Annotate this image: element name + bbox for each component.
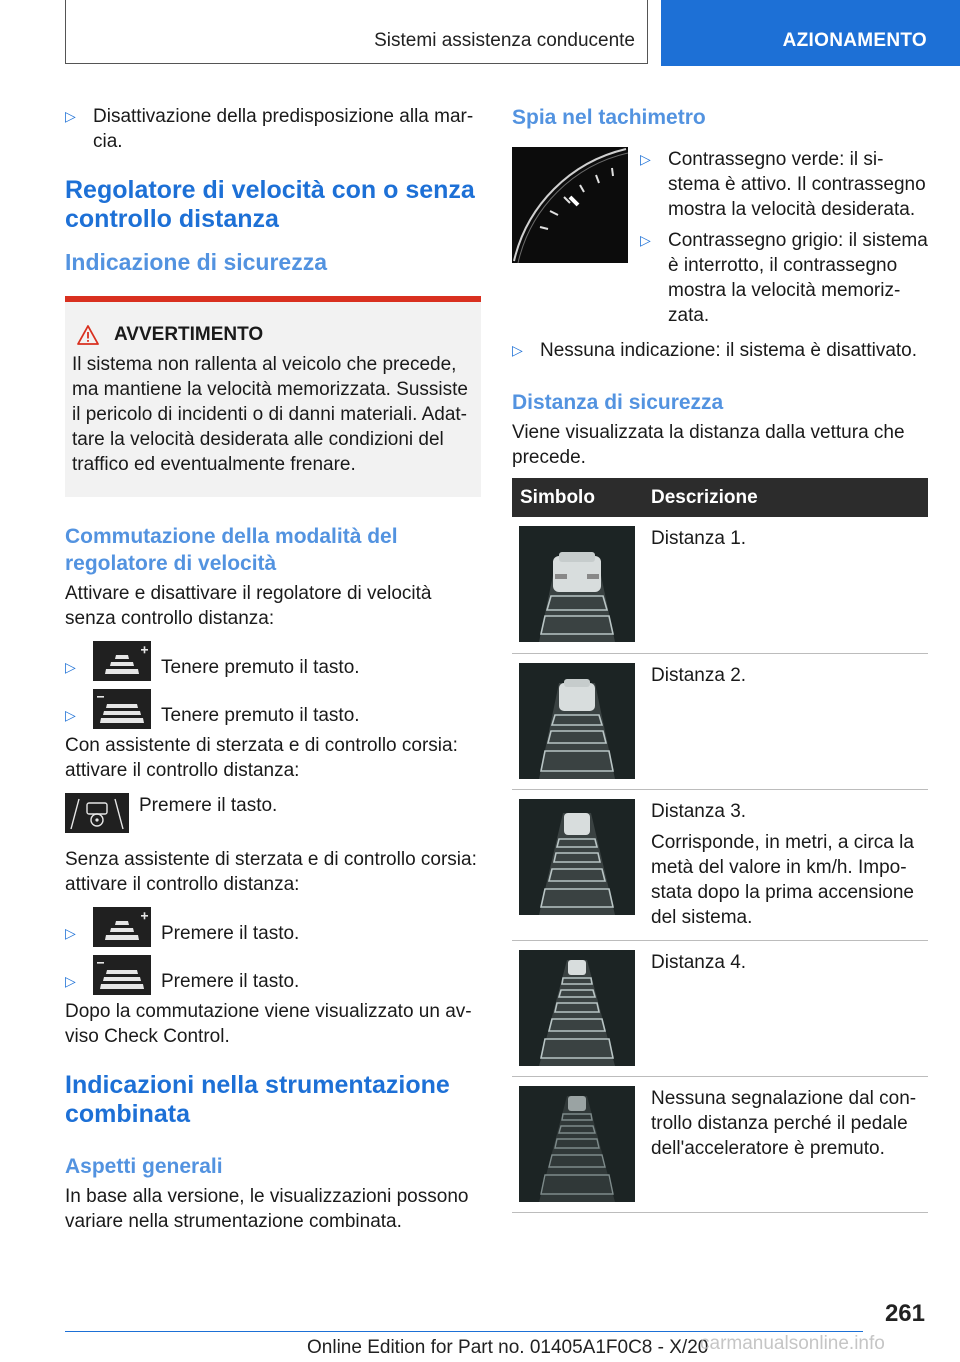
section-title: Sistemi assistenza conducente <box>374 30 635 51</box>
list-item <box>65 689 481 729</box>
distance-4-description <box>643 940 928 1076</box>
speed-plus-button-icon <box>93 641 151 681</box>
speed-plus-button-icon <box>93 907 151 947</box>
right-column <box>512 100 928 1213</box>
triangle-bullet-icon: ▷ <box>65 108 76 124</box>
speedometer-block <box>512 147 928 328</box>
page-number: 261 <box>884 1300 925 1327</box>
triangle-bullet-icon: ▷ <box>640 232 651 248</box>
distance-3-description <box>643 789 928 940</box>
triangle-bullet-icon: ▷ <box>65 659 76 675</box>
speedometer-bullets <box>640 147 928 328</box>
row-text: Nessuna segnalazione dal con-trollo distanza perché il pedale dell'acceleratore è premuto. <box>651 1087 917 1159</box>
distance-1-symbol-icon <box>512 517 643 653</box>
section-header-box <box>65 0 648 64</box>
footer-divider <box>65 1331 863 1332</box>
list-item-text: Premere il tasto. <box>161 971 300 992</box>
warning-triangle-icon <box>77 325 99 345</box>
heading-safety: Indicazione di sicurezza <box>65 249 328 275</box>
heading-distance: Distanza di sicurezza <box>512 391 724 414</box>
speed-minus-button-icon <box>93 955 151 995</box>
list-item <box>65 955 481 995</box>
speed-minus-button-icon <box>93 689 151 729</box>
lane-assist-button-icon <box>65 793 129 833</box>
no-signal-description <box>643 1076 928 1212</box>
triangle-bullet-icon: ▷ <box>65 973 76 989</box>
list-item-text: Contrassegno verde: il si-stema è attivo. Il contrassegno mostra la velocità desiderata. <box>668 149 926 220</box>
chapter-title: AZIONAMENTO <box>782 30 927 51</box>
chapter-tab <box>661 0 960 66</box>
without-assist-text: Senza assistente di sterzata e di controllo corsia: attivare il controllo distanza: <box>65 849 477 895</box>
list-item <box>65 793 481 833</box>
table-row <box>512 653 928 789</box>
triangle-bullet-icon: ▷ <box>640 151 651 167</box>
heading-cluster: Indicazioni nella strumentazione combinata <box>65 1071 450 1128</box>
list-item-text: Premere il tasto. <box>139 795 278 816</box>
list-item-text: Disattivazione della predisposizione alla mar-cia. <box>93 106 474 152</box>
row-subtext: Corrisponde, in metri, a circa la metà del valore in km/h. Impo-stata dopo la prima accensione del sistema. <box>651 831 914 928</box>
table-row <box>512 940 928 1076</box>
heading-switch-mode: Commutazione della modalità del regolatore di velocità <box>65 525 398 575</box>
heading-general: Aspetti generali <box>65 1155 223 1178</box>
distance-3-symbol-icon <box>512 789 643 940</box>
switch-text: Attivare e disattivare il regolatore di velocità senza controllo distanza: <box>65 583 432 629</box>
list-item <box>65 104 481 154</box>
speedometer-image <box>512 147 628 328</box>
list-item <box>65 641 481 681</box>
row-text: Distanza 2. <box>651 664 747 686</box>
edition-text: Online Edition for Part no. 01405A1F0C8 - X/20 <box>307 1337 709 1358</box>
list-item-text: Tenere premuto il tasto. <box>161 657 360 678</box>
after-switch-text: Dopo la commutazione viene visualizzato un av-viso Check Control. <box>65 1001 472 1047</box>
distance-2-description <box>643 653 928 789</box>
heading-speedometer: Spia nel tachimetro <box>512 106 706 129</box>
list-item <box>65 907 481 947</box>
triangle-bullet-icon: ▷ <box>65 707 76 723</box>
with-assist-text: Con assistente di sterzata e di controllo corsia: attivare il controllo distanza: <box>65 735 458 781</box>
list-item-text: Premere il tasto. <box>161 923 300 944</box>
col-description-header: Descrizione <box>643 478 928 517</box>
warning-header <box>72 324 473 346</box>
distance-table <box>512 478 928 1213</box>
row-text: Distanza 4. <box>651 951 747 973</box>
warning-box <box>65 296 481 497</box>
watermark: carmanualsonline.info <box>700 1333 885 1354</box>
table-row <box>512 789 928 940</box>
distance-2-symbol-icon <box>512 653 643 789</box>
table-row <box>512 517 928 653</box>
table-header-row <box>512 478 928 517</box>
list-item <box>512 338 928 363</box>
distance-text: Viene visualizzata la distanza dalla vettura che precede. <box>512 422 905 468</box>
heading-regulator: Regolatore di velocità con o senza controllo distanza <box>65 176 475 233</box>
no-signal-symbol-icon <box>512 1076 643 1212</box>
list-item-text: Tenere premuto il tasto. <box>161 705 360 726</box>
warning-title: AVVERTIMENTO <box>114 324 264 345</box>
table-row <box>512 1076 928 1212</box>
triangle-bullet-icon: ▷ <box>512 342 523 358</box>
page-header <box>0 0 960 66</box>
distance-1-description <box>643 517 928 653</box>
row-text: Distanza 1. <box>651 528 747 549</box>
col-symbol-header: Simbolo <box>512 478 643 517</box>
list-item-text: Nessuna indicazione: il sistema è disattivato. <box>540 340 918 361</box>
triangle-bullet-icon: ▷ <box>65 925 76 941</box>
list-item-text: Contrassegno grigio: il sistema è interrotto, il contrassegno mostra la velocità memoriz-zata. <box>668 230 928 326</box>
left-column <box>65 100 481 1234</box>
warning-text: Il sistema non rallenta al veicolo che precede, ma mantiene la velocità memorizzata. Sussiste il pericolo di incidenti o di danni materiali. Adat-tare la velocità desiderata alle condizioni del traffico ed eventualmente frenare. <box>72 354 468 475</box>
general-text: In base alla versione, le visualizzazioni possono variare nella strumentazione combinata. <box>65 1186 469 1232</box>
list-item <box>640 147 928 222</box>
row-text: Distanza 3. <box>651 800 747 822</box>
distance-4-symbol-icon <box>512 940 643 1076</box>
list-item <box>640 228 928 328</box>
